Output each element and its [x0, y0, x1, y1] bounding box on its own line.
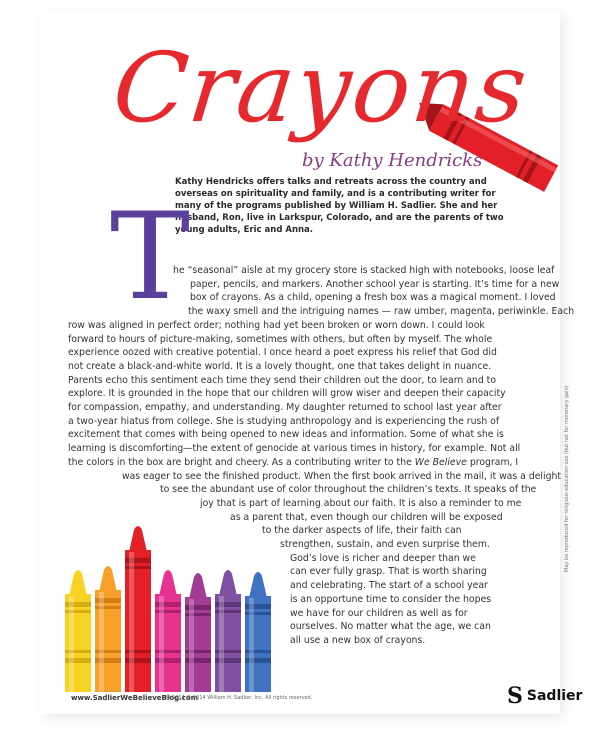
body-line: forward to hours of picture-making, sometimes with others, but often by myself. The whole [68, 333, 493, 345]
sadlier-logo-icon: S [507, 683, 523, 709]
body-line: was eager to see the finished product. When the first book arrived in the mail, it was a delight [122, 470, 562, 482]
sadlier-logo [507, 685, 582, 707]
body-line: the waxy smell and the intriguing names — raw umber, magenta, periwinkle. Each [188, 306, 575, 318]
body-line: experience oozed with creative potential. I once heard a poet express his relief that God did [68, 347, 497, 359]
body-line: row was aligned in perfect order; nothing had yet been broken or worn down. I could look [68, 319, 485, 331]
footer-copyright: 09/2014 © 2014 William H. Sadlier, Inc. All rights reserved. [164, 695, 313, 701]
body-line: to the darker aspects of life, their faith can [262, 525, 462, 537]
drop-cap: T [110, 188, 191, 327]
body-line: we have for our children as well as for [290, 607, 468, 619]
body-line: for compassion, empathy, and understanding. My daughter returned to school last year after [68, 402, 502, 413]
body-line: joy that is part of learning about our faith. It is also a reminder to me [200, 497, 522, 509]
crayons-illustration [65, 480, 305, 692]
body-line: to see the abundant use of color throughout the children’s texts. It speaks of the [160, 484, 537, 496]
body-line: ourselves. No matter what the age, we can [290, 621, 491, 633]
body-line: and celebrating. The start of a school year [290, 580, 488, 592]
page-title: Crayons [108, 32, 534, 144]
body-line: not create a black-and-white world. It is a lovely thought, one that takes delight in nuance. [68, 360, 492, 372]
sadlier-logo-text: Sadlier [526, 688, 583, 704]
body-line: God’s love is richer and deeper than we [290, 552, 476, 564]
document-page [40, 12, 583, 714]
body-line: strengthen, sustain, and even surprise them. [280, 539, 490, 550]
author-bio: Kathy Hendricks offers talks and retreats across the country and overseas on spirituality and family, and is a contributing writer for many of the programs published by William H. Sadlier. She and her husband, Ron, live in Larkspur, Colorado, and are the parents of two young adults, Eric and Anna. [175, 177, 504, 235]
body-line: box of crayons. As a child, opening a fresh box was a magical moment. I loved [190, 292, 556, 304]
body-line: a two-year hiatus from college. She is studying anthropology and is experiencing the rush of [68, 415, 500, 427]
body-line: the colors in the box are bright and cheery. As a contributing writer to the We Believe program, I [68, 456, 519, 468]
body-line: all use a new box of crayons. [290, 634, 426, 646]
body-line: as a parent that, even though our children will be exposed [230, 511, 503, 523]
body-line: explore. It is grounded in the hope that our children will grow wiser and deepen their capacity [68, 388, 506, 400]
body-line: is an opportune time to consider the hopes [290, 593, 492, 605]
body-line: Parents echo this sentiment each time they send their children out the door, to learn and to [68, 374, 497, 386]
author-byline: by Kathy Hendricks [302, 150, 483, 171]
body-line: he “seasonal” aisle at my grocery store is stacked high with notebooks, loose leaf [173, 265, 555, 276]
body-line: excitement that comes with being opened to new ideas and information. Some of what she is [68, 429, 504, 441]
body-line: learning is discomforting—the extent of genocide at various times in history, for example. Not all [68, 443, 521, 455]
footer-url[interactable]: www.SadlierWeBelieveBlog.com [71, 694, 199, 702]
body-line: can ever fully grasp. That is worth sharing [290, 566, 487, 578]
reproduction-note: May be reproduced for religious education use (but not for monetary gain) [564, 385, 570, 572]
body-line: paper, pencils, and markers. Another school year is starting. It’s time for a new [190, 278, 560, 290]
